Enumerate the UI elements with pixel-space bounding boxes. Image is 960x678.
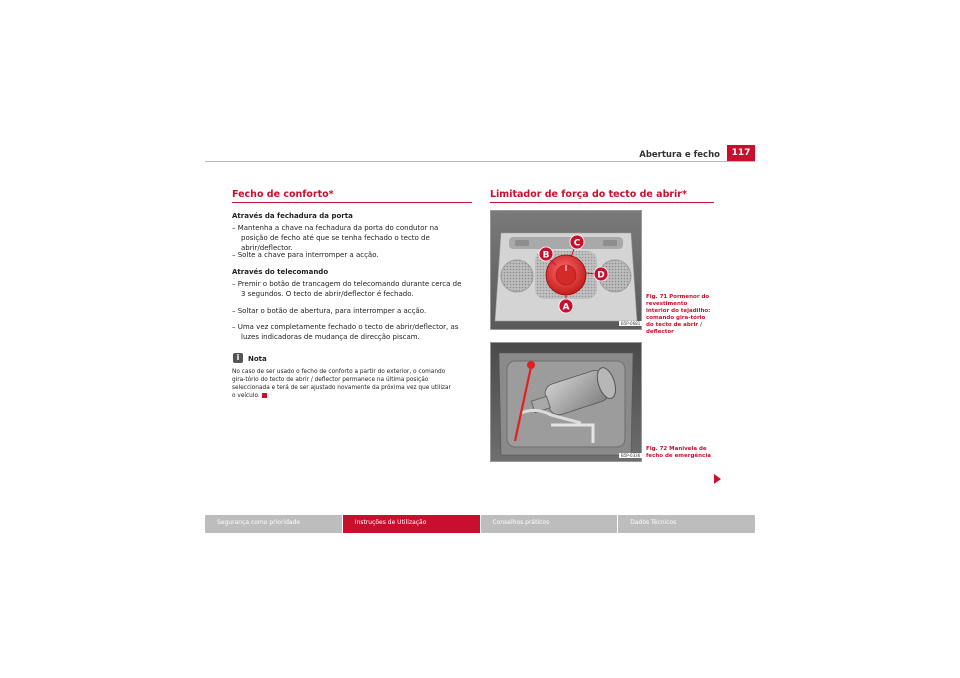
header-divider <box>205 161 755 162</box>
list-item: – Premir o botão de trancagem do telecomando durante cerca de 3 segundos. O tecto de abrir/deflector é fechado. <box>232 280 462 298</box>
note-title: Nota <box>248 355 267 363</box>
subheading-remote: Através do telecomando <box>232 268 329 276</box>
rotary-control-illustration <box>491 211 641 329</box>
list-item: – Soltar o botão de abertura, para interromper a acção. <box>232 307 427 315</box>
list-item: – Solte a chave para interromper a acção. <box>232 251 379 259</box>
page-number: 117 <box>727 145 755 162</box>
footer-nav <box>205 515 755 533</box>
figure-code: B5P-0681 <box>621 321 641 326</box>
note-text <box>232 368 454 400</box>
note-icon: i <box>233 353 243 363</box>
figure-code: B5P-0336 <box>621 453 641 458</box>
callout-c-label: C <box>573 238 581 249</box>
list-item: – Mantenha a chave na fechadura da porta do condutor na posição de fecho até que se tenha fechado o tecto de abrir/deflector. <box>232 224 439 252</box>
footer-tab-practical-tips[interactable]: Conselhos práticos <box>481 515 618 533</box>
next-page-arrow-icon[interactable] <box>714 474 721 484</box>
figure-71-rotary-control <box>490 210 642 330</box>
footer-tab-safety[interactable]: Segurança como prioridade <box>205 515 342 533</box>
emergency-crank-illustration <box>491 343 641 461</box>
figure-71-caption: Fig. 71 Pormenor do revestimento interior do tejadilho: comando gira-tório do tecto de abrir / deflector <box>646 294 711 335</box>
callout-a-label: A <box>562 302 570 313</box>
section-title-comfort-closing: Fecho de conforto* <box>232 189 334 200</box>
note-body: No caso de ser usado o fecho de conforto a partir do exterior, o comando gira-tório do tecto de abrir / deflector permanece na última posição seleccionada e terá de ser ajustado novamente da próxima vez que utilizar o veículo. <box>232 369 451 399</box>
figure-72-emergency-crank <box>490 342 642 462</box>
subheading-door-lock: Através da fechadura da porta <box>232 212 353 220</box>
section-rule <box>232 202 472 203</box>
callout-d-label: D <box>597 270 605 281</box>
footer-tab-operating-instructions[interactable]: Instruções de Utilização <box>343 515 480 533</box>
callout-b-label: B <box>542 250 550 261</box>
footer-tab-technical-data[interactable]: Dados Técnicos <box>618 515 755 533</box>
list-item: – Uma vez completamente fechado o tecto de abrir/deflector, as luzes indicadoras de mudança de direcção piscam. <box>232 323 459 341</box>
end-of-section-icon <box>262 393 267 398</box>
running-header-title: Abertura e fecho <box>639 150 720 160</box>
section-title-force-limiter: Limitador de força do tecto de abrir* <box>490 189 687 200</box>
section-rule <box>490 202 714 203</box>
figure-72-caption: Fig. 72 Manivela de fecho de emergência <box>646 446 711 459</box>
